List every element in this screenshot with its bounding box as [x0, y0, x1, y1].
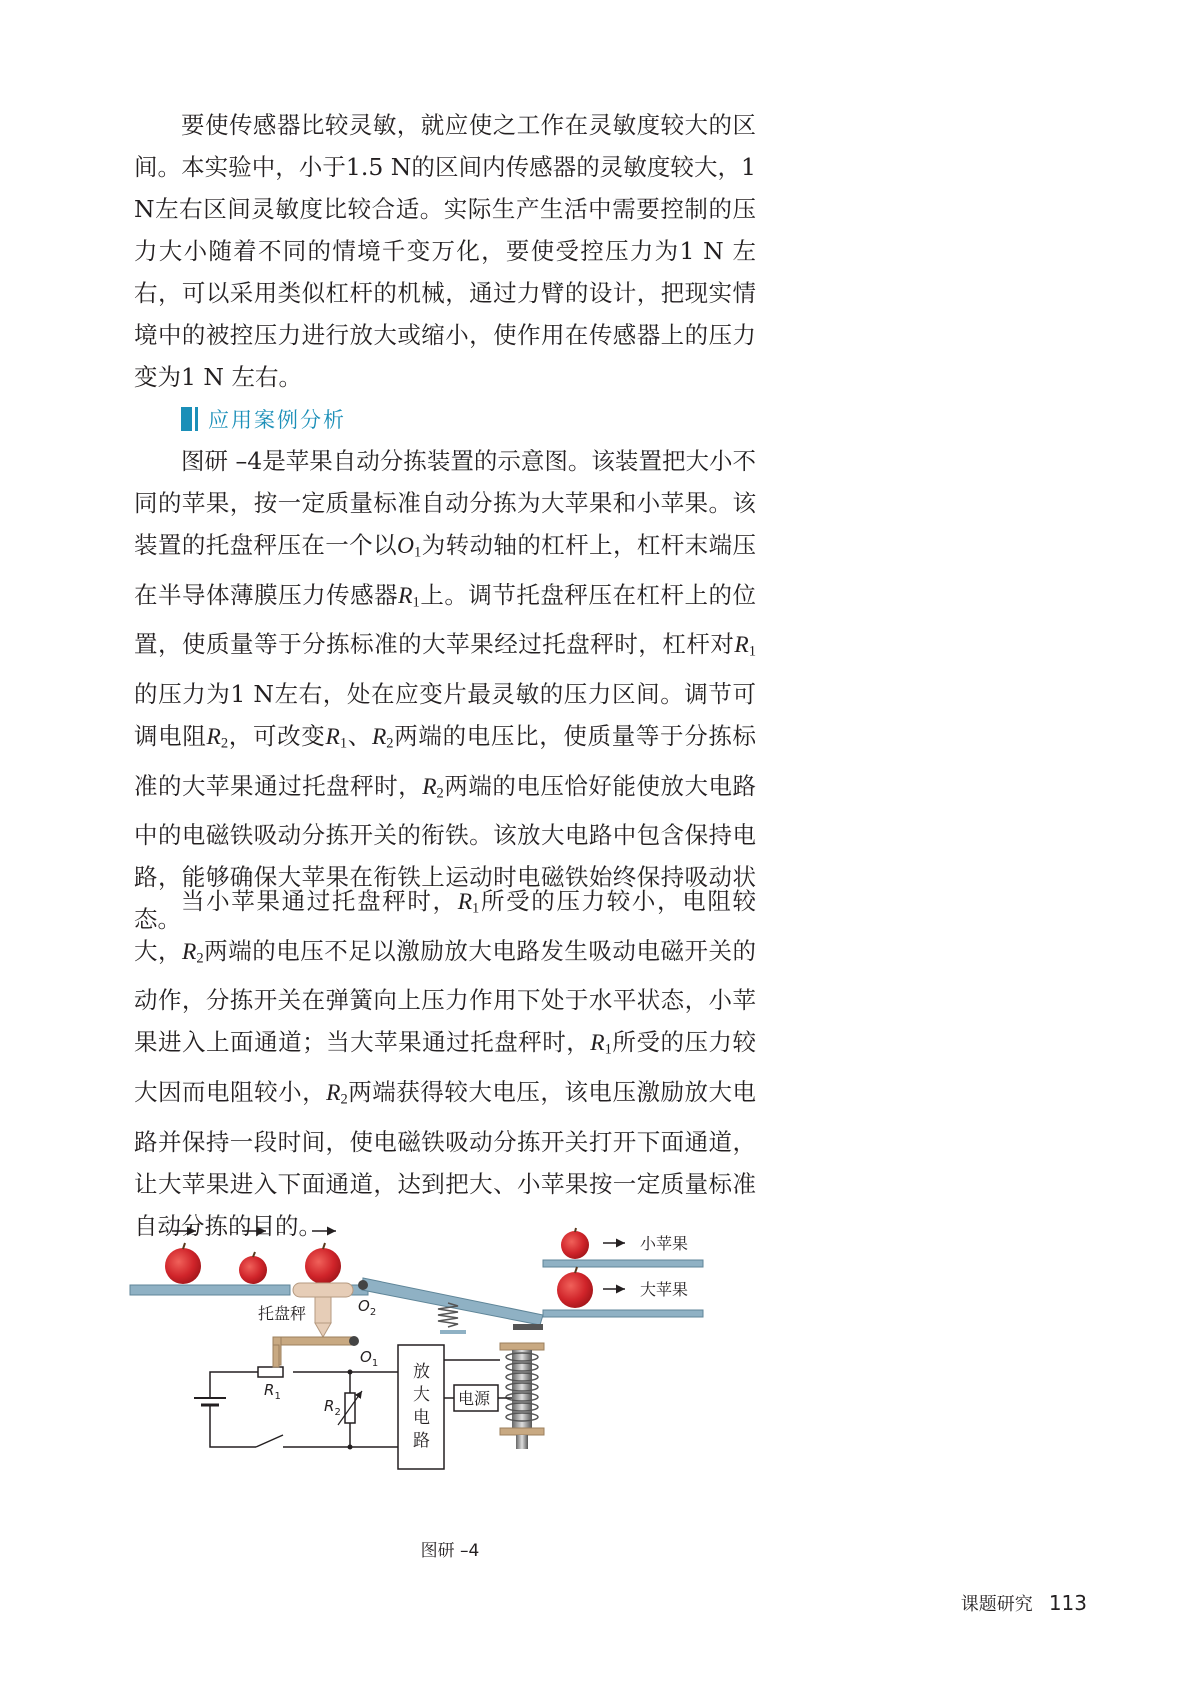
label-o1: $O_1$ [360, 1348, 379, 1369]
pivot-o2 [358, 1280, 368, 1290]
amp-char: 路 [413, 1431, 430, 1451]
label-power: 电源 [458, 1389, 491, 1408]
label-big-apple: 大苹果 [640, 1280, 689, 1299]
paragraph-device-description [134, 440, 756, 940]
page-number: 113 [1048, 1591, 1087, 1615]
heading-label: 应用案例分析 [208, 408, 346, 432]
symbol-r2: $R_2$ [182, 938, 204, 967]
amp-char: 大 [413, 1385, 430, 1405]
p2-text-b: 为转动轴的杠杆上，杠杆末端压在半导体薄膜压力传感器 [134, 531, 757, 609]
symbol-r2: $R_2$ [206, 723, 229, 752]
p3-text-e: 两端获得较大电压，该电压激励放大电路并保持一段时间，使电磁铁吸动分拣开关打开下面通道，让大苹果进入下面通道，达到把大、小苹果按一定质量标准自动分拣的目的。 [134, 1077, 757, 1240]
p2-text-a: 图研 –4是苹果自动分拣装置的示意图。该装置把大小不同的苹果，按一定质量标准自动分拣为大苹果和小苹果。该装置的托盘秤压在一个以 [134, 447, 756, 559]
symbol-r1: $R_1$ [325, 723, 348, 752]
page-footer [961, 1590, 1087, 1616]
symbol-r2: $R_2$ [371, 723, 394, 752]
label-r2: $R_2$ [324, 1397, 341, 1418]
sorting-switch [362, 1278, 543, 1325]
p2-text-c: 上。调节托盘秤压在杠杆上的位置，使质量等于分拣标准的大苹果经过托盘秤时，杠杆对 [134, 580, 757, 659]
label-o2: $O_2$ [358, 1297, 377, 1318]
symbol-r1: $R_1$ [734, 632, 756, 660]
label-tray-scale: 托盘秤 [258, 1304, 307, 1323]
circuit-wires [210, 1372, 398, 1447]
input-conveyor [130, 1285, 290, 1295]
section-heading [181, 404, 346, 434]
paragraph-sensitivity: 要使传感器比较灵敏，就应使之工作在灵敏度较大的区间。本实验中，小于1.5 N的区间内传感器的灵敏度较大，1 N左右区间灵敏度比较合适。实际生产生活中需要控制的压力大小随着不同的情境千变万化，要使受控压力为1 N 左右，可以采用类似杠杆的机械，通过力臂的设计，把现实情境中的被控压力进行放大或缩小，使作用在传感器上的压力变为1 N 左右。 [134, 111, 756, 391]
p3-text-d: 所受的压力较大因而电阻较小， [134, 1028, 757, 1106]
label-r1: $R_1$ [264, 1381, 281, 1402]
p2-text-h: 两端的电压恰好能使放大电路中的电磁铁吸动分拣开关的衔铁。该放大电路中包含保持电路，能够确保大苹果在衔铁上运动时电磁铁始终保持吸动状态。 [134, 771, 757, 934]
figure-caption: 图研 –4 [420, 1541, 480, 1561]
p3-text-b: 所受的压力较小，电阻较大， [134, 887, 757, 965]
battery-icon [194, 1398, 226, 1405]
p2-text-f: 、 [347, 721, 372, 750]
label-small-apple: 小苹果 [640, 1234, 689, 1253]
p3-text-c: 两端的电压不足以激励放大电路发生吸动电磁开关的动作，分拣开关在弹簧向上压力作用下处于水平状态，小苹果进入上面通道；当大苹果通过托盘秤时， [134, 936, 757, 1057]
symbol-r1: $R_1$ [398, 582, 420, 611]
lower-lever [273, 1337, 353, 1345]
figure-apple-sorter [128, 1234, 768, 1545]
heading-marker-icon [181, 407, 192, 431]
p3-text-a: 当小苹果通过托盘秤时， [181, 887, 458, 915]
p2-text-g: 两端的电压比，使质量等于分拣标准的大苹果通过托盘秤时， [134, 721, 757, 800]
heading-marker-bar-icon [195, 407, 198, 431]
p2-text-e: ，可改变 [228, 721, 326, 750]
p2-text-d: 的压力为1 N左右，处在应变片最灵敏的压力区间。调节可调电阻 [134, 679, 756, 750]
symbol-r1: $R_1$ [457, 889, 480, 917]
apple-icon [557, 1267, 593, 1308]
armature [513, 1324, 543, 1330]
symbol-r1: $R_1$ [590, 1030, 612, 1058]
footer-section-name: 课题研究 [960, 1594, 1033, 1615]
lower-channel [543, 1310, 703, 1317]
amp-char: 放 [413, 1362, 430, 1382]
apple-sorter-diagram [128, 1234, 768, 1545]
symbol-r2: $R_2$ [422, 773, 444, 802]
upper-channel [543, 1260, 703, 1267]
symbol-o1: $O_1$ [397, 533, 422, 561]
electromagnet-icon [500, 1343, 544, 1449]
paragraph-case [134, 440, 756, 940]
symbol-r2: $R_2$ [326, 1079, 348, 1108]
sensor-r1 [258, 1367, 283, 1377]
paragraph-intro [134, 104, 756, 398]
amp-char: 电 [413, 1408, 430, 1428]
paragraph-operation [134, 880, 756, 1247]
pivot-o1 [349, 1336, 359, 1346]
paragraph-sorting-process [134, 880, 756, 1247]
